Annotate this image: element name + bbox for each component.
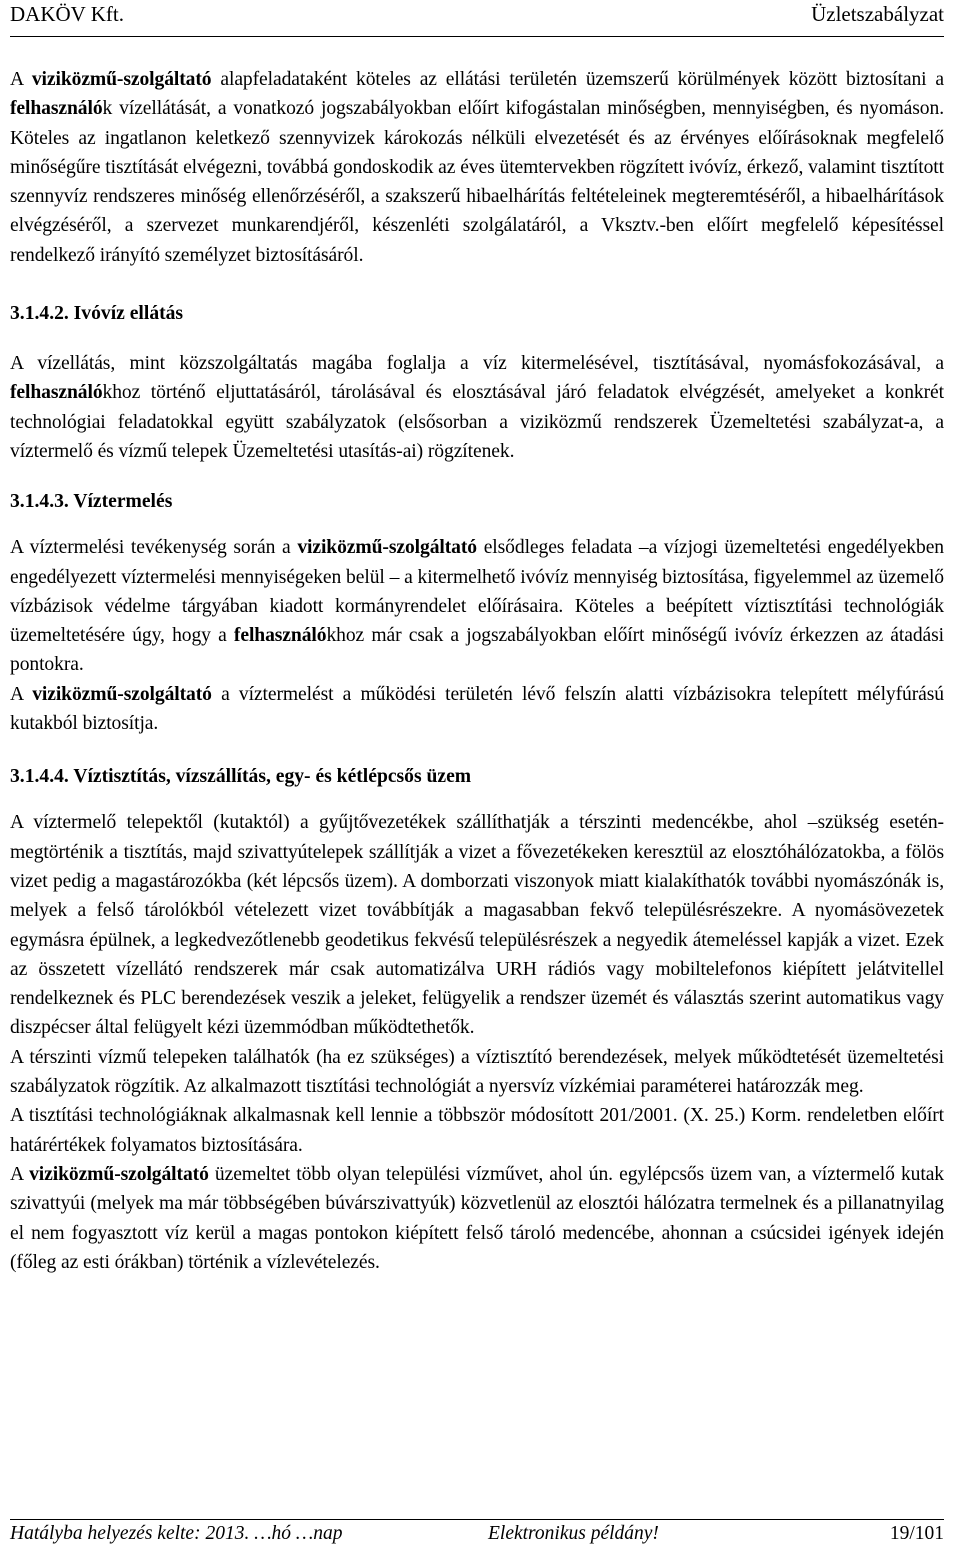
text-run: A tisztítási technológiáknak alkalmasnak kell lennie a többször módosított 201/2001. (X. 25.) Korm. rendeletben előírt határértékek folyamatos biztosítására. — [10, 1105, 944, 1156]
bold-term: felhasználó — [10, 98, 103, 120]
bold-term: felhasználó — [10, 382, 103, 404]
intro-paragraph — [10, 65, 944, 270]
bold-term: viziközmű-szolgáltató — [32, 683, 212, 705]
footer-electronic-copy: Elektronikus példány! — [488, 1523, 659, 1544]
text-run: elsődleges feladata –a vízjogi üzemeltetési engedélyekben engedélyezett víztermelési mennyiségeken belül – a kitermelhető ivóvíz mennyiség biztosítása, figyelemmel az üzemelő vízbázisok védelme tárgyában kiadott kormányrendelet előírásaira. Köteles a beépített víztisztítási technológiák üzemeltetésére úgy, hogy a — [10, 537, 944, 647]
page-footer — [10, 1519, 944, 1550]
section-3-1-4-4-paragraph-4 — [10, 1160, 944, 1277]
footer-effective-date: Hatályba helyezés kelte: 2013. …hó …nap — [10, 1523, 343, 1544]
section-3-1-4-2-paragraph — [10, 349, 944, 466]
bold-term: felhasználó — [233, 625, 327, 647]
page-header — [10, 0, 944, 37]
text-run: A — [10, 683, 33, 705]
text-run: A — [10, 69, 32, 90]
header-company: DAKÖV Kft. — [10, 2, 124, 26]
bold-term: viziközmű-szolgáltató — [29, 1163, 209, 1185]
text-run: üzemeltet több olyan települési vízművet, ahol ún. egylépcsős üzem van, a víztermelő kutak szivattyúi (melyek ma már többségében búvárszivattyúk) közvetlenül az elosztói hálózatra termelnek és a pillanatnyilag el nem fogyasztott víz kerül a magas pontokon kiépített felső tároló medencébe, ahonnan a csúcsidei igények idején (főleg az esti órákban) történik a vízlevételezés. — [10, 1163, 944, 1273]
text-run: a víztermelést a működési területén lévő felszín alatti vízbázisokra telepített mélyfúrású kutakból biztosítja. — [10, 683, 944, 735]
text-run: A vízellátás, mint közszolgáltatás magába foglalja a víz kitermelésével, tisztításával, nyomásfokozásával, a — [10, 353, 944, 375]
footer-page-number: 19/101 — [889, 1523, 944, 1544]
bold-term: viziközmű-szolgáltató — [31, 69, 212, 90]
section-3-1-4-3-paragraph-2 — [10, 680, 944, 739]
section-heading-3-1-4-4: 3.1.4.4. Víztisztítás, vízszállítás, egy- és kétlépcsős üzem — [10, 766, 472, 788]
section-heading-3-1-4-3: 3.1.4.3. Víztermelés — [10, 491, 173, 513]
section-3-1-4-4-paragraph-2 — [10, 1043, 944, 1102]
document-body — [10, 65, 944, 1277]
section-heading-3-1-4-2: 3.1.4.2. Ivóvíz ellátás — [10, 303, 184, 325]
text-run: k vízellátását, a vonatkozó jogszabályokban előírt kifogástalan minőségben, mennyiségben, és nyomáson. Köteles az ingatlanon keletkező szennyvizek károkozás nélküli elvezetését és az érvényes előírásoknak megfelelő minőségűre tisztítását elvégezni, továbbá gondoskodik az éves ütemtervekben rögzített ivóvíz, érkező, valamint tisztított szennyvíz rendszeres minőség ellenőrzéséről, a szakszerű hibaelhárítás feltételeinek megteremtéséről, a hibaelhárítások elvégzéséről, a szervezet munkarendjéről, készenléti szolgálatáról, a Vksztv.-ben előírt megfelelő képesítéssel rendelkező irányító személyzet biztosításáról. — [10, 98, 944, 266]
text-run: khoz már csak a jogszabályokban előírt minőségű ivóvíz érkezzen az átadási pontokra. — [10, 625, 944, 676]
text-run: A térszinti vízmű telepeken találhatók (ha ez szükséges) a víztisztító berendezések, melyek működtetését üzemeltetési szabályzatok rögzítik. Az alkalmazott tisztítási technológiát a nyersvíz vízkémiai paraméterei határozzák meg. — [10, 1046, 944, 1098]
text-run: A víztermelési tevékenység során a — [10, 537, 298, 559]
header-doc-title: Üzletszabályzat — [811, 2, 944, 26]
section-3-1-4-4-paragraph-1 — [10, 808, 944, 1042]
text-run: A — [10, 1163, 30, 1185]
section-3-1-4-4-paragraph-3 — [10, 1101, 944, 1160]
text-run: alapfeladataként köteles az ellátási területén üzemszerű körülmények között biztosítani a — [211, 69, 944, 90]
bold-term: viziközmű-szolgáltató — [297, 537, 477, 559]
text-run: khoz történő eljuttatásáról, tárolásával és elosztásával járó feladatok elvégzését, amelyeket a konkrét technológiai feladatokkal együtt szabályzatok (elsősorban a viziközmű rendszerek Üzemeltetési szabályzat-a, a víztermelő és vízmű telepek Üzemeltetési utasítás-ai) rögzítenek. — [10, 382, 944, 462]
text-run: A víztermelő telepektől (kutaktól) a gyűjtővezetékek szállíthatják a térszinti medencékbe, ahol –szükség esetén- megtörténik a tisztítás, majd szivattyútelepek szállítják a vizet a fővezetékeken keresztül az elosztóhálózatokba, a fölös vizet pedig a magastározókba (két lépcsős üzem). A domborzati viszonyok miatt kialakíthatók további nyomászónák is, melyek a felső tárolókból vételezett vizet továbbítják a magasabban fekvő településrészekre. A nyomásövezetek egymásra épülnek, a legkedvezőtlenebb geodetikus fekvésű településrészek a negyedik átemeléssel kapják a vizet. Ezek az összetett vízellátó rendszerek már csak automatizálva URH rádiós vagy mobiltelefonos kiépített jelátvitellel rendelkeznek és PLC berendezések veszik a jeleket, felügyelik a rendszer üzemét és választás szerint automatikus vagy diszpécser által felügyelt kézi üzemmódban működtethetők. — [10, 812, 944, 1039]
section-3-1-4-3-paragraph-1 — [10, 533, 944, 679]
